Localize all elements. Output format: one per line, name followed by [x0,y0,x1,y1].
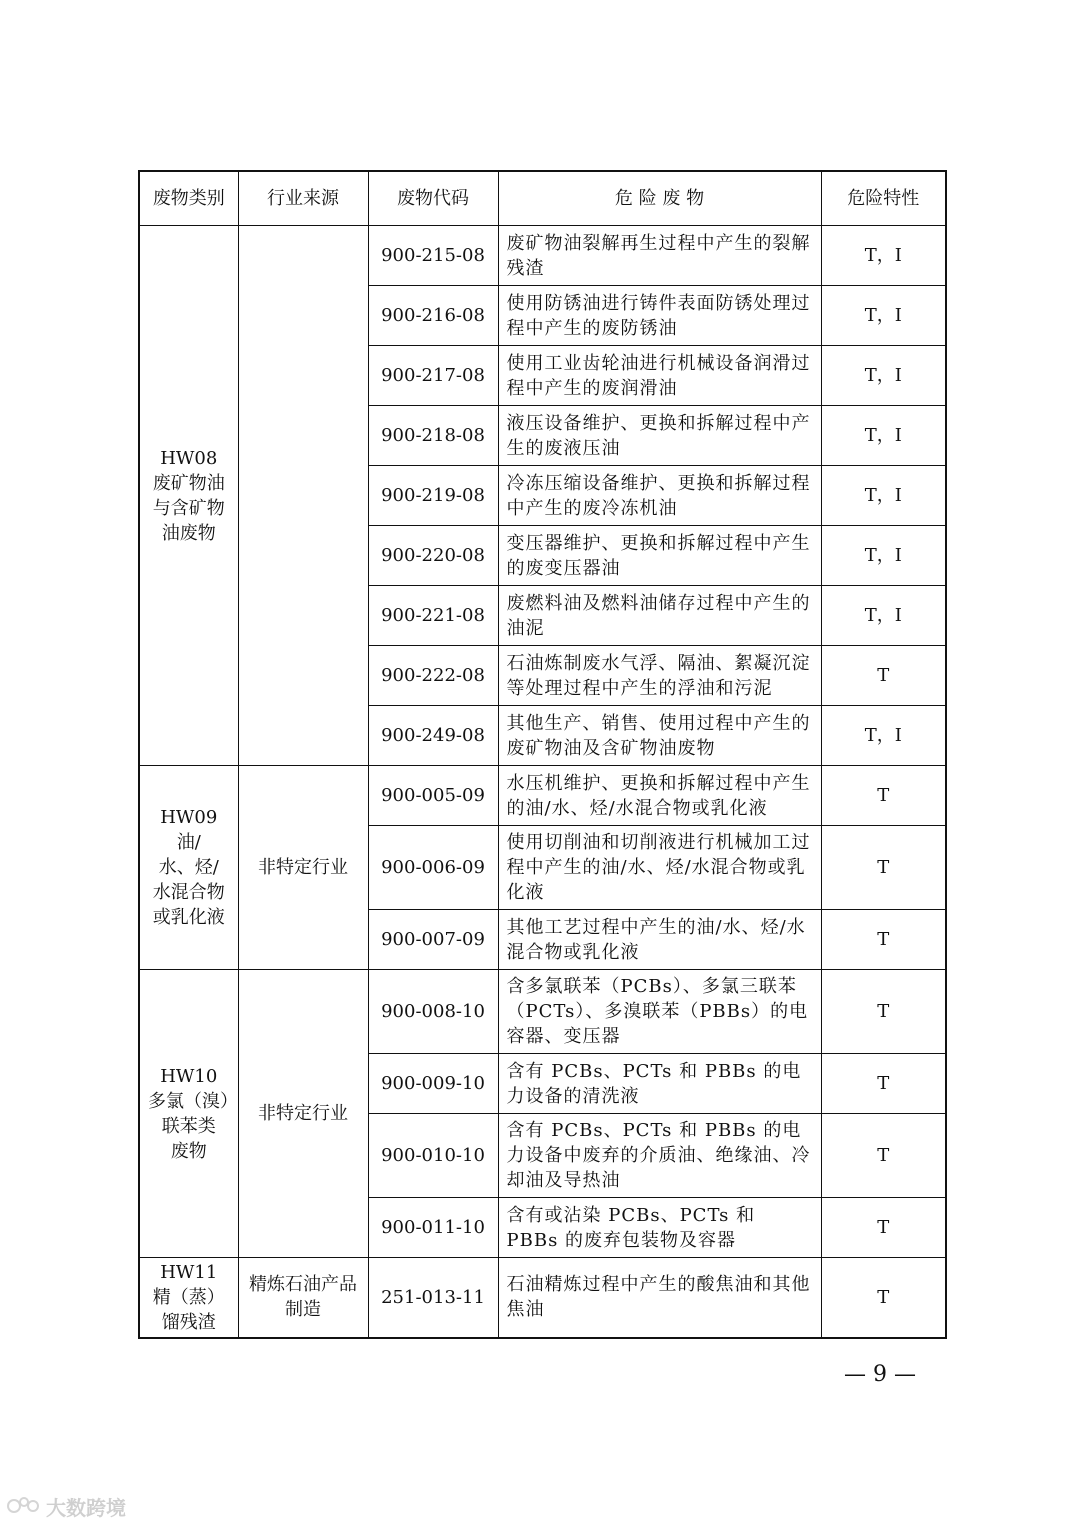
waste-code: 251-013-11 [368,1258,498,1338]
category-line: 油废物 [161,522,216,544]
header-hazard: 危险特性 [821,171,946,226]
category-line: 精（蒸） [152,1286,225,1308]
hazard-property: T [821,1258,946,1338]
waste-description: 其他生产、销售、使用过程中产生的废矿物油及含矿物油废物 [498,706,821,766]
waste-code: 900-216-08 [368,286,498,346]
waste-code: 900-221-08 [368,586,498,646]
watermark-text: 大数跨境 [46,1495,126,1520]
waste-description: 废矿物油裂解再生过程中产生的裂解残渣 [498,226,821,286]
category-cell [139,970,238,1258]
category-line: 水混合物 [152,882,225,903]
category-cell [139,226,238,766]
waste-description: 使用切削油和切削液进行机械加工过程中产生的油/水、烃/水混合物或乳化液 [498,826,821,910]
waste-code: 900-217-08 [368,346,498,406]
waste-code: 900-220-08 [368,526,498,586]
table-row [139,1258,946,1338]
table-row [139,766,946,826]
hazard-property: T，I [821,586,946,646]
industry-cell: 非特定行业 [238,970,368,1258]
industry-cell: 精炼石油产品制造 [238,1258,368,1338]
category-cell [139,766,238,970]
hazardous-waste-table [138,170,947,1339]
waste-code: 900-215-08 [368,226,498,286]
waste-description: 石油炼制废水气浮、隔油、絮凝沉淀等处理过程中产生的浮油和污泥 [498,646,821,706]
waste-code: 900-006-09 [368,826,498,910]
waste-description: 石油精炼过程中产生的酸焦油和其他焦油 [498,1258,821,1338]
waste-description: 含有或沾染 PCBs、PCTs 和 PBBs 的废弃包装物及容器 [498,1198,821,1258]
waste-code: 900-005-09 [368,766,498,826]
waste-description: 液压设备维护、更换和拆解过程中产生的废液压油 [498,406,821,466]
table-row [139,226,946,286]
waste-code: 900-219-08 [368,466,498,526]
category-line: 水、烃/ [158,857,219,878]
waste-code: 900-009-10 [368,1054,498,1114]
table-header-row [139,171,946,226]
watermark [6,1491,146,1521]
waste-code: 900-249-08 [368,706,498,766]
waste-code: 900-008-10 [368,970,498,1054]
category-cell [139,1258,238,1338]
waste-description: 其他工艺过程中产生的油/水、烃/水混合物或乳化液 [498,910,821,970]
hazard-property: T [821,1198,946,1258]
industry-cell: 非特定行业 [238,766,368,970]
hazard-property: T [821,970,946,1054]
waste-code: 900-218-08 [368,406,498,466]
industry-cell [238,226,368,766]
waste-code: 900-011-10 [368,1198,498,1258]
waste-description: 废燃料油及燃料油储存过程中产生的油泥 [498,586,821,646]
hazard-property: T [821,1114,946,1198]
waste-description: 水压机维护、更换和拆解过程中产生的油/水、烃/水混合物或乳化液 [498,766,821,826]
page-number: — 9 — [844,1362,916,1387]
hazard-property: T，I [821,706,946,766]
table-row [139,970,946,1054]
category-line: HW09 油/ [160,807,218,853]
hazard-property: T [821,766,946,826]
category-line: 与含矿物 [152,497,225,519]
waste-description: 含有 PCBs、PCTs 和 PBBs 的电力设备的清洗液 [498,1054,821,1114]
waste-description: 含有 PCBs、PCTs 和 PBBs 的电力设备中废弃的介质油、绝缘油、冷却油及导热油 [498,1114,821,1198]
waste-description: 含多氯联苯（PCBs）、多氯三联苯（PCTs）、多溴联苯（PBBs）的电容器、变压器 [498,970,821,1054]
waste-code: 900-007-09 [368,910,498,970]
category-line: 多氯（溴） [148,1090,238,1112]
hazard-property: T [821,826,946,910]
waste-code: 900-222-08 [368,646,498,706]
hazard-property: T [821,646,946,706]
waste-description: 使用工业齿轮油进行机械设备润滑过程中产生的废润滑油 [498,346,821,406]
category-line: 废物 [170,1140,207,1162]
hazard-property: T，I [821,226,946,286]
hazard-property: T，I [821,286,946,346]
category-line: HW10 [160,1065,218,1087]
waste-description: 冷冻压缩设备维护、更换和拆解过程中产生的废冷冻机油 [498,466,821,526]
header-industry: 行业来源 [238,171,368,226]
waste-description: 变压器维护、更换和拆解过程中产生的废变压器油 [498,526,821,586]
header-waste: 危 险 废 物 [498,171,821,226]
hazard-property: T，I [821,346,946,406]
hazard-property: T，I [821,466,946,526]
hazard-property: T [821,1054,946,1114]
header-code: 废物代码 [368,171,498,226]
category-line: 废矿物油 [152,472,225,494]
category-line: HW08 [160,447,218,469]
category-line: 联苯类 [161,1115,216,1137]
watermark-logo-icon [6,1494,40,1518]
hazard-property: T，I [821,406,946,466]
waste-code: 900-010-10 [368,1114,498,1198]
hazard-property: T [821,910,946,970]
header-category: 废物类别 [139,171,238,226]
waste-description: 使用防锈油进行铸件表面防锈处理过程中产生的废防锈油 [498,286,821,346]
category-line: 馏残渣 [161,1311,216,1333]
category-line: HW11 [160,1261,218,1283]
hazard-property: T，I [821,526,946,586]
category-line: 或乳化液 [152,907,225,928]
